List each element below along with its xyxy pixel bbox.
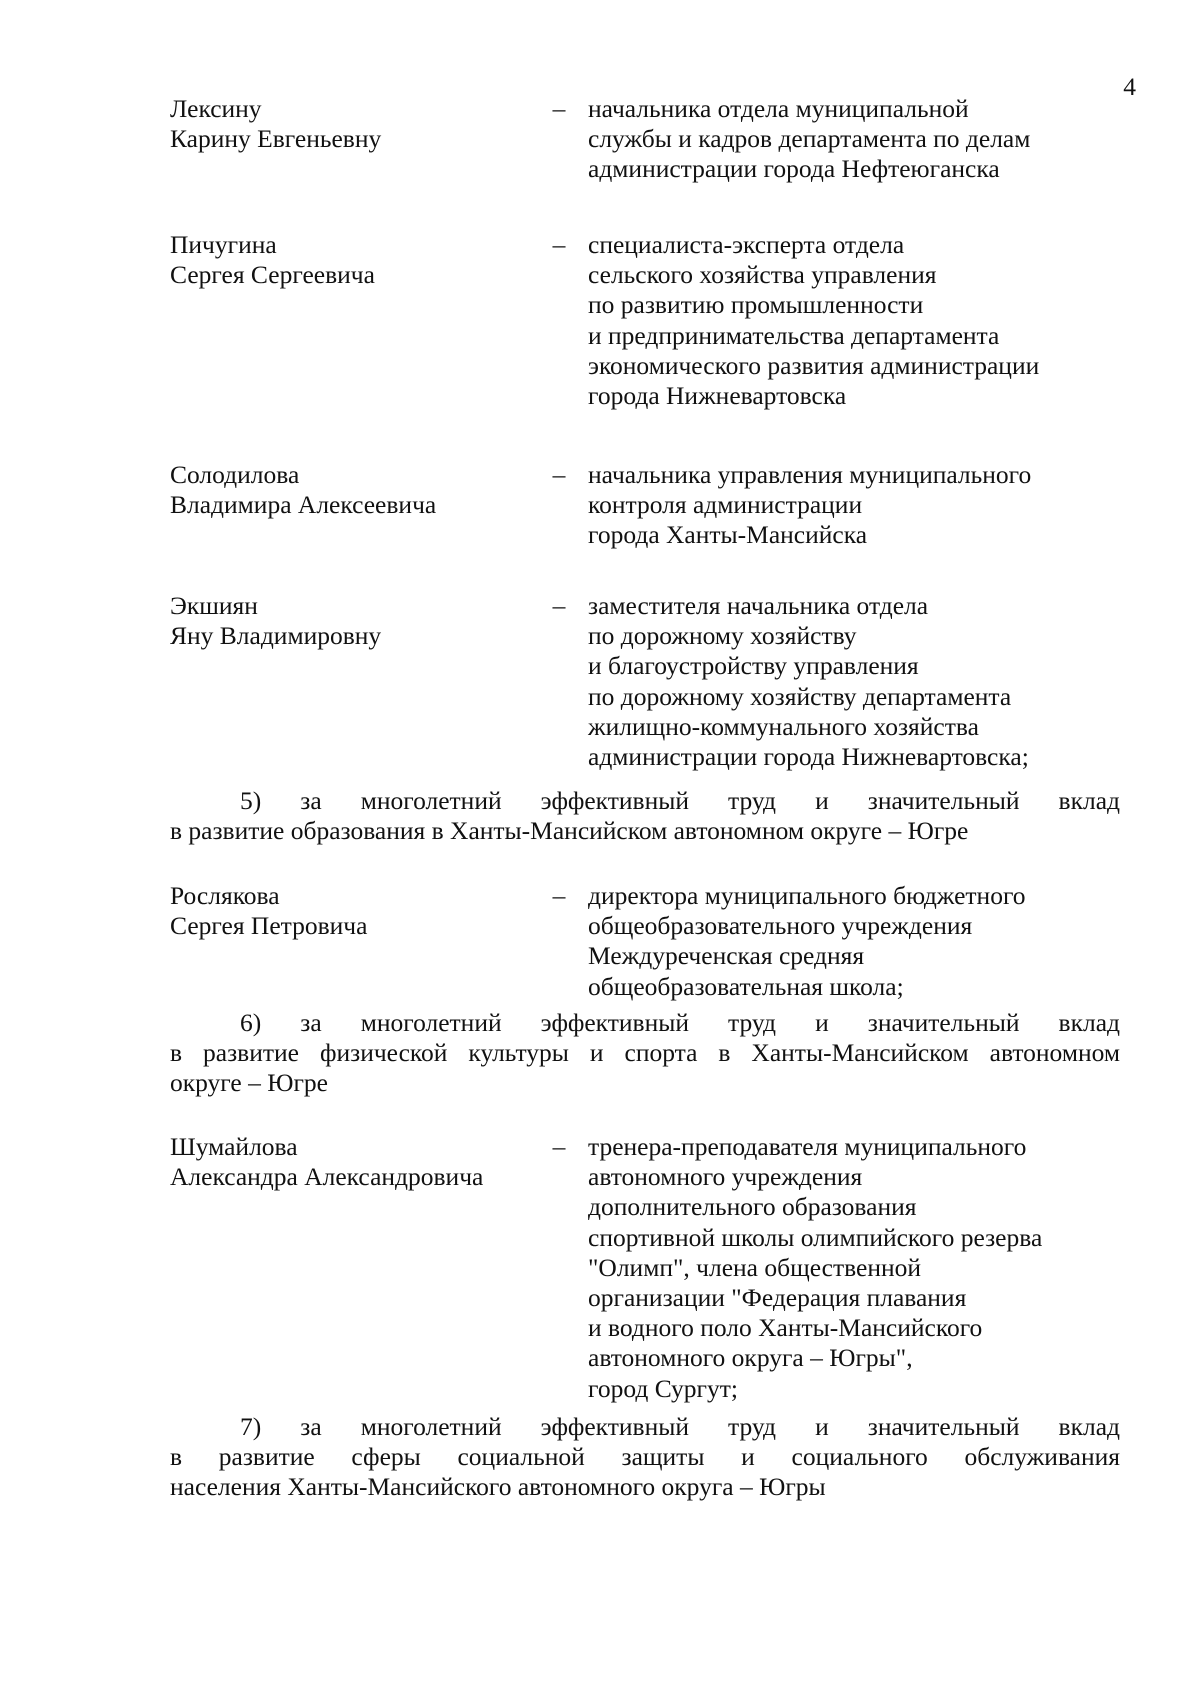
paragraph-line: 6) за многолетний эффективный труд и значительный вклад: [240, 1008, 1120, 1037]
role-line: жилищно-коммунального хозяйства: [588, 711, 979, 741]
role-line: Междуреченская средняя: [588, 941, 865, 971]
recipient-position: [588, 230, 1108, 411]
page-number: 4: [1123, 72, 1136, 101]
recipient-position: [588, 591, 1108, 772]
recipient-position: [588, 881, 1108, 1002]
name-line: Карину Евгеньевну: [170, 124, 382, 154]
section-7-paragraph: [170, 1412, 1120, 1503]
name-line: Александра Александровича: [170, 1162, 484, 1192]
role-line: контроля администрации: [588, 490, 863, 520]
dash-separator: –: [552, 230, 566, 259]
role-line: город Сургут;: [588, 1373, 738, 1403]
role-line: по дорожному хозяйству: [588, 621, 857, 651]
recipient-name: [170, 591, 530, 651]
role-line: "Олимп", члена общественной: [588, 1252, 922, 1282]
role-line: начальника отдела муниципальной: [588, 94, 969, 123]
role-line: спортивной школы олимпийского резерва: [588, 1222, 1043, 1252]
role-line: сельского хозяйства управления: [588, 260, 937, 290]
role-line: города Нижневартовска: [588, 381, 847, 411]
section-6-paragraph: [170, 1008, 1120, 1099]
name-line: Рослякова: [170, 881, 280, 910]
role-line: экономического развития администрации: [588, 350, 1040, 380]
role-line: заместителя начальника отдела: [588, 591, 929, 620]
dash-separator: –: [552, 94, 566, 123]
name-line: Лексину: [170, 94, 262, 123]
recipient-name: [170, 1132, 530, 1192]
name-line: Сергея Петровича: [170, 911, 368, 941]
role-line: службы и кадров департамента по делам: [588, 124, 1031, 154]
recipient-name: [170, 230, 530, 290]
role-line: тренера-преподавателя муниципального: [588, 1132, 1027, 1161]
name-line: Владимира Алексеевича: [170, 490, 437, 520]
name-line: Солодилова: [170, 460, 300, 489]
role-line: и предпринимательства департамента: [588, 320, 1000, 350]
role-line: общеобразовательного учреждения: [588, 911, 973, 941]
dash-separator: –: [552, 1132, 566, 1161]
role-line: администрации города Нижневартовска;: [588, 742, 1029, 772]
role-line: автономного округа – Югры",: [588, 1343, 913, 1373]
name-line: Сергея Сергеевича: [170, 260, 375, 290]
recipient-name: [170, 881, 530, 941]
role-line: специалиста-эксперта отдела: [588, 230, 905, 259]
paragraph-line: 7) за многолетний эффективный труд и значительный вклад: [240, 1412, 1120, 1441]
role-line: директора муниципального бюджетного: [588, 881, 1026, 910]
dash-separator: –: [552, 460, 566, 489]
role-line: организации "Федерация плавания: [588, 1283, 967, 1313]
role-line: и благоустройству управления: [588, 651, 919, 681]
paragraph-line: 5) за многолетний эффективный труд и значительный вклад: [240, 786, 1120, 815]
recipient-name: [170, 94, 530, 154]
name-line: Шумайлова: [170, 1132, 298, 1161]
role-line: по дорожному хозяйству департамента: [588, 681, 1012, 711]
role-line: и водного поло Ханты-Мансийского: [588, 1313, 983, 1343]
paragraph-line: населения Ханты-Мансийского автономного округа – Югры: [170, 1472, 826, 1502]
name-line: Пичугина: [170, 230, 277, 259]
name-line: Яну Владимировну: [170, 621, 382, 651]
recipient-position: [588, 1132, 1108, 1404]
recipient-name: [170, 460, 530, 520]
role-line: дополнительного образования: [588, 1192, 917, 1222]
role-line: общеобразовательная школа;: [588, 971, 904, 1001]
role-line: автономного учреждения: [588, 1162, 863, 1192]
dash-separator: –: [552, 591, 566, 620]
section-5-paragraph: [170, 786, 1120, 846]
name-line: Экшиян: [170, 591, 258, 620]
role-line: администрации города Нефтеюганска: [588, 154, 1000, 184]
paragraph-line: в развитие образования в Ханты-Мансийском автономном округе – Югре: [170, 816, 969, 846]
recipient-position: [588, 94, 1108, 185]
role-line: по развитию промышленности: [588, 290, 924, 320]
role-line: города Ханты-Мансийска: [588, 520, 868, 550]
paragraph-line: в развитие физической культуры и спорта в Ханты-Мансийском автономном: [170, 1038, 1120, 1068]
paragraph-line: в развитие сферы социальной защиты и социального обслуживания: [170, 1442, 1120, 1472]
paragraph-line: округе – Югре: [170, 1068, 328, 1098]
role-line: начальника управления муниципального: [588, 460, 1032, 489]
recipient-position: [588, 460, 1108, 551]
dash-separator: –: [552, 881, 566, 910]
